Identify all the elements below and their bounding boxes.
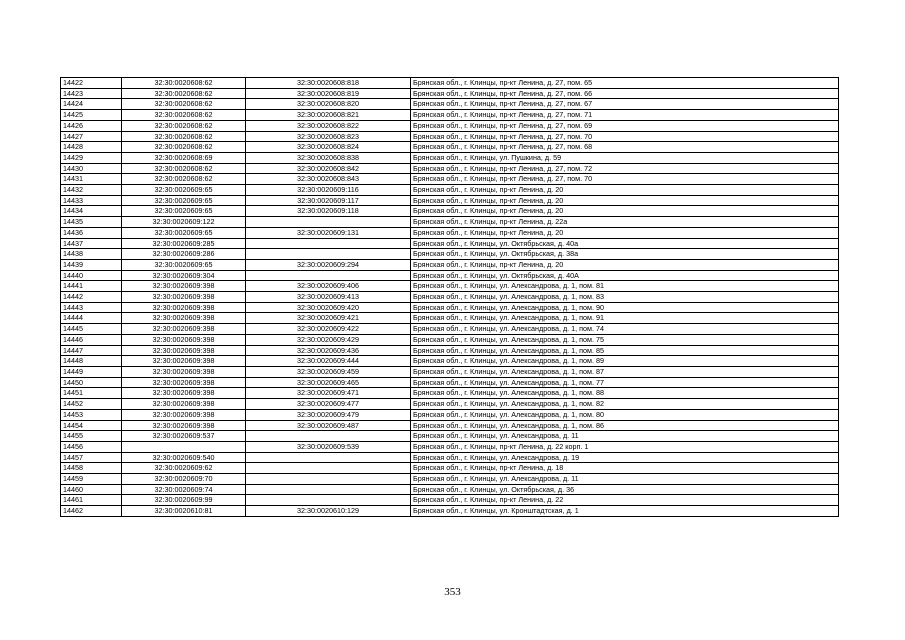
parcel-cadastral-number-cell: 32:30:0020609:286 (122, 249, 246, 260)
parcel-cadastral-number-cell: 32:30:0020609:99 (122, 495, 246, 506)
object-cadastral-number-cell (246, 431, 411, 442)
row-number-cell: 14461 (61, 495, 122, 506)
address-cell: Брянская обл., г. Клинцы, ул. Октябрьская, д. 40а (411, 238, 839, 249)
parcel-cadastral-number-cell: 32:30:0020609:398 (122, 313, 246, 324)
parcel-cadastral-number-cell: 32:30:0020609:65 (122, 185, 246, 196)
parcel-cadastral-number-cell: 32:30:0020609:398 (122, 334, 246, 345)
row-number-cell: 14446 (61, 334, 122, 345)
table-row (61, 506, 839, 517)
page-number: 353 (444, 586, 461, 598)
object-cadastral-number-cell: 32:30:0020609:436 (246, 345, 411, 356)
address-cell: Брянская обл., г. Клинцы, ул. Александрова, д. 1, пом. 81 (411, 281, 839, 292)
row-number-cell: 14430 (61, 163, 122, 174)
address-cell: Брянская обл., г. Клинцы, ул. Александрова, д. 11 (411, 431, 839, 442)
object-cadastral-number-cell: 32:30:0020609:429 (246, 334, 411, 345)
table-row (61, 377, 839, 388)
object-cadastral-number-cell: 32:30:0020609:459 (246, 366, 411, 377)
object-cadastral-number-cell: 32:30:0020609:479 (246, 409, 411, 420)
row-number-cell: 14449 (61, 366, 122, 377)
row-number-cell: 14460 (61, 484, 122, 495)
object-cadastral-number-cell (246, 270, 411, 281)
address-cell: Брянская обл., г. Клинцы, ул. Александрова, д. 1, пом. 91 (411, 313, 839, 324)
parcel-cadastral-number-cell: 32:30:0020609:540 (122, 452, 246, 463)
object-cadastral-number-cell: 32:30:0020608:842 (246, 163, 411, 174)
object-cadastral-number-cell (246, 463, 411, 474)
row-number-cell: 14443 (61, 302, 122, 313)
parcel-cadastral-number-cell: 32:30:0020609:398 (122, 388, 246, 399)
parcel-cadastral-number-cell: 32:30:0020609:398 (122, 345, 246, 356)
table-row (61, 324, 839, 335)
parcel-cadastral-number-cell: 32:30:0020609:398 (122, 377, 246, 388)
object-cadastral-number-cell: 32:30:0020609:413 (246, 292, 411, 303)
row-number-cell: 14431 (61, 174, 122, 185)
table-row (61, 120, 839, 131)
object-cadastral-number-cell (246, 217, 411, 228)
address-cell: Брянская обл., г. Клинцы, пр-кт Ленина, д. 27, пом. 69 (411, 120, 839, 131)
table-row (61, 142, 839, 153)
address-cell: Брянская обл., г. Клинцы, ул. Александрова, д. 1, пом. 87 (411, 366, 839, 377)
parcel-cadastral-number-cell: 32:30:0020609:62 (122, 463, 246, 474)
table-row (61, 185, 839, 196)
parcel-cadastral-number-cell: 32:30:0020609:398 (122, 292, 246, 303)
row-number-cell: 14425 (61, 110, 122, 121)
table-row (61, 484, 839, 495)
row-number-cell: 14422 (61, 78, 122, 89)
table-row (61, 366, 839, 377)
table-row (61, 281, 839, 292)
address-cell: Брянская обл., г. Клинцы, ул. Александрова, д. 1, пом. 88 (411, 388, 839, 399)
object-cadastral-number-cell: 32:30:0020608:843 (246, 174, 411, 185)
row-number-cell: 14454 (61, 420, 122, 431)
object-cadastral-number-cell: 32:30:0020608:824 (246, 142, 411, 153)
address-cell: Брянская обл., г. Клинцы, пр-кт Ленина, д. 22а (411, 217, 839, 228)
parcel-cadastral-number-cell: 32:30:0020609:398 (122, 420, 246, 431)
table-row (61, 409, 839, 420)
table-row (61, 152, 839, 163)
parcel-cadastral-number-cell: 32:30:0020610:81 (122, 506, 246, 517)
object-cadastral-number-cell: 32:30:0020608:819 (246, 88, 411, 99)
table-row (61, 474, 839, 485)
row-number-cell: 14440 (61, 270, 122, 281)
table-row (61, 431, 839, 442)
row-number-cell: 14447 (61, 345, 122, 356)
object-cadastral-number-cell (246, 249, 411, 260)
table-row (61, 345, 839, 356)
parcel-cadastral-number-cell: 32:30:0020609:398 (122, 281, 246, 292)
address-cell: Брянская обл., г. Клинцы, ул. Александрова, д. 1, пом. 85 (411, 345, 839, 356)
parcel-cadastral-number-cell: 32:30:0020609:70 (122, 474, 246, 485)
address-cell: Брянская обл., г. Клинцы, ул. Александрова, д. 1, пом. 86 (411, 420, 839, 431)
parcel-cadastral-number-cell: 32:30:0020609:398 (122, 324, 246, 335)
row-number-cell: 14432 (61, 185, 122, 196)
address-cell: Брянская обл., г. Клинцы, ул. Октябрьская, д. 40А (411, 270, 839, 281)
address-cell: Брянская обл., г. Клинцы, ул. Александрова, д. 1, пом. 77 (411, 377, 839, 388)
table-row (61, 217, 839, 228)
parcel-cadastral-number-cell: 32:30:0020609:285 (122, 238, 246, 249)
object-cadastral-number-cell: 32:30:0020610:129 (246, 506, 411, 517)
row-number-cell: 14456 (61, 441, 122, 452)
object-cadastral-number-cell: 32:30:0020609:116 (246, 185, 411, 196)
parcel-cadastral-number-cell: 32:30:0020609:398 (122, 356, 246, 367)
row-number-cell: 14435 (61, 217, 122, 228)
parcel-cadastral-number-cell: 32:30:0020609:398 (122, 399, 246, 410)
row-number-cell: 14436 (61, 227, 122, 238)
address-cell: Брянская обл., г. Клинцы, ул. Александрова, д. 1, пом. 75 (411, 334, 839, 345)
parcel-cadastral-number-cell: 32:30:0020609:398 (122, 409, 246, 420)
table-row (61, 270, 839, 281)
row-number-cell: 14424 (61, 99, 122, 110)
table-row (61, 78, 839, 89)
object-cadastral-number-cell: 32:30:0020609:471 (246, 388, 411, 399)
parcel-cadastral-number-cell: 32:30:0020609:65 (122, 206, 246, 217)
address-cell: Брянская обл., г. Клинцы, ул. Александрова, д. 19 (411, 452, 839, 463)
object-cadastral-number-cell: 32:30:0020608:818 (246, 78, 411, 89)
table-row (61, 195, 839, 206)
table-row (61, 88, 839, 99)
registry-table (60, 77, 839, 517)
row-number-cell: 14423 (61, 88, 122, 99)
parcel-cadastral-number-cell: 32:30:0020608:69 (122, 152, 246, 163)
parcel-cadastral-number-cell: 32:30:0020608:62 (122, 99, 246, 110)
object-cadastral-number-cell: 32:30:0020608:838 (246, 152, 411, 163)
address-cell: Брянская обл., г. Клинцы, пр-кт Ленина, д. 20 (411, 259, 839, 270)
object-cadastral-number-cell: 32:30:0020609:444 (246, 356, 411, 367)
address-cell: Брянская обл., г. Клинцы, ул. Александрова, д. 1, пом. 90 (411, 302, 839, 313)
row-number-cell: 14426 (61, 120, 122, 131)
parcel-cadastral-number-cell: 32:30:0020609:304 (122, 270, 246, 281)
table-row (61, 420, 839, 431)
object-cadastral-number-cell: 32:30:0020608:823 (246, 131, 411, 142)
object-cadastral-number-cell: 32:30:0020609:406 (246, 281, 411, 292)
address-cell: Брянская обл., г. Клинцы, ул. Александрова, д. 1, пом. 83 (411, 292, 839, 303)
row-number-cell: 14459 (61, 474, 122, 485)
table-row (61, 388, 839, 399)
table-row (61, 227, 839, 238)
object-cadastral-number-cell: 32:30:0020609:117 (246, 195, 411, 206)
object-cadastral-number-cell (246, 495, 411, 506)
row-number-cell: 14452 (61, 399, 122, 410)
table-row (61, 452, 839, 463)
row-number-cell: 14445 (61, 324, 122, 335)
row-number-cell: 14438 (61, 249, 122, 260)
table-row (61, 441, 839, 452)
table-row (61, 249, 839, 260)
parcel-cadastral-number-cell: 32:30:0020608:62 (122, 131, 246, 142)
address-cell: Брянская обл., г. Клинцы, ул. Александрова, д. 1, пом. 80 (411, 409, 839, 420)
row-number-cell: 14437 (61, 238, 122, 249)
table-row (61, 302, 839, 313)
address-cell: Брянская обл., г. Клинцы, ул. Кронштадтская, д. 1 (411, 506, 839, 517)
object-cadastral-number-cell: 32:30:0020609:131 (246, 227, 411, 238)
parcel-cadastral-number-cell: 32:30:0020608:62 (122, 142, 246, 153)
table-row (61, 463, 839, 474)
object-cadastral-number-cell: 32:30:0020609:294 (246, 259, 411, 270)
address-cell: Брянская обл., г. Клинцы, пр-кт Ленина, д. 27, пом. 65 (411, 78, 839, 89)
object-cadastral-number-cell (246, 238, 411, 249)
object-cadastral-number-cell (246, 452, 411, 463)
parcel-cadastral-number-cell: 32:30:0020609:398 (122, 302, 246, 313)
object-cadastral-number-cell: 32:30:0020608:820 (246, 99, 411, 110)
address-cell: Брянская обл., г. Клинцы, ул. Октябрьская, д. 38а (411, 249, 839, 260)
table-row (61, 259, 839, 270)
address-cell: Брянская обл., г. Клинцы, ул. Пушкина, д. 59 (411, 152, 839, 163)
row-number-cell: 14429 (61, 152, 122, 163)
parcel-cadastral-number-cell: 32:30:0020608:62 (122, 120, 246, 131)
table-row (61, 99, 839, 110)
table-row (61, 495, 839, 506)
row-number-cell: 14448 (61, 356, 122, 367)
parcel-cadastral-number-cell: 32:30:0020608:62 (122, 78, 246, 89)
row-number-cell: 14450 (61, 377, 122, 388)
parcel-cadastral-number-cell: 32:30:0020609:65 (122, 195, 246, 206)
row-number-cell: 14455 (61, 431, 122, 442)
address-cell: Брянская обл., г. Клинцы, ул. Александрова, д. 1, пом. 82 (411, 399, 839, 410)
address-cell: Брянская обл., г. Клинцы, пр-кт Ленина, д. 27, пом. 67 (411, 99, 839, 110)
parcel-cadastral-number-cell: 32:30:0020609:65 (122, 227, 246, 238)
object-cadastral-number-cell: 32:30:0020609:477 (246, 399, 411, 410)
table-row (61, 399, 839, 410)
parcel-cadastral-number-cell: 32:30:0020608:62 (122, 174, 246, 185)
table-row (61, 238, 839, 249)
parcel-cadastral-number-cell: 32:30:0020609:537 (122, 431, 246, 442)
table-row (61, 313, 839, 324)
parcel-cadastral-number-cell: 32:30:0020609:122 (122, 217, 246, 228)
object-cadastral-number-cell: 32:30:0020609:118 (246, 206, 411, 217)
row-number-cell: 14453 (61, 409, 122, 420)
row-number-cell: 14439 (61, 259, 122, 270)
row-number-cell: 14457 (61, 452, 122, 463)
table-row (61, 131, 839, 142)
object-cadastral-number-cell: 32:30:0020609:421 (246, 313, 411, 324)
address-cell: Брянская обл., г. Клинцы, пр-кт Ленина, д. 27, пом. 72 (411, 163, 839, 174)
parcel-cadastral-number-cell: 32:30:0020608:62 (122, 163, 246, 174)
object-cadastral-number-cell: 32:30:0020609:422 (246, 324, 411, 335)
table-row (61, 174, 839, 185)
object-cadastral-number-cell (246, 484, 411, 495)
address-cell: Брянская обл., г. Клинцы, ул. Октябрьская, д. 36 (411, 484, 839, 495)
address-cell: Брянская обл., г. Клинцы, пр-кт Ленина, д. 27, пом. 70 (411, 131, 839, 142)
table-row (61, 334, 839, 345)
row-number-cell: 14441 (61, 281, 122, 292)
address-cell: Брянская обл., г. Клинцы, пр-кт Ленина, д. 22 корп. 1 (411, 441, 839, 452)
address-cell: Брянская обл., г. Клинцы, пр-кт Ленина, д. 22 (411, 495, 839, 506)
address-cell: Брянская обл., г. Клинцы, пр-кт Ленина, д. 20 (411, 206, 839, 217)
address-cell: Брянская обл., г. Клинцы, ул. Александрова, д. 1, пом. 89 (411, 356, 839, 367)
row-number-cell: 14444 (61, 313, 122, 324)
address-cell: Брянская обл., г. Клинцы, пр-кт Ленина, д. 20 (411, 185, 839, 196)
object-cadastral-number-cell: 32:30:0020609:420 (246, 302, 411, 313)
address-cell: Брянская обл., г. Клинцы, ул. Александрова, д. 1, пом. 74 (411, 324, 839, 335)
address-cell: Брянская обл., г. Клинцы, пр-кт Ленина, д. 27, пом. 70 (411, 174, 839, 185)
parcel-cadastral-number-cell: 32:30:0020608:62 (122, 88, 246, 99)
parcel-cadastral-number-cell: 32:30:0020609:74 (122, 484, 246, 495)
object-cadastral-number-cell: 32:30:0020609:487 (246, 420, 411, 431)
address-cell: Брянская обл., г. Клинцы, пр-кт Ленина, д. 18 (411, 463, 839, 474)
table-row (61, 110, 839, 121)
object-cadastral-number-cell: 32:30:0020609:465 (246, 377, 411, 388)
row-number-cell: 14434 (61, 206, 122, 217)
parcel-cadastral-number-cell: 32:30:0020608:62 (122, 110, 246, 121)
parcel-cadastral-number-cell: 32:30:0020609:65 (122, 259, 246, 270)
object-cadastral-number-cell: 32:30:0020608:821 (246, 110, 411, 121)
address-cell: Брянская обл., г. Клинцы, пр-кт Ленина, д. 20 (411, 227, 839, 238)
object-cadastral-number-cell (246, 474, 411, 485)
object-cadastral-number-cell: 32:30:0020608:822 (246, 120, 411, 131)
address-cell: Брянская обл., г. Клинцы, ул. Александрова, д. 11 (411, 474, 839, 485)
row-number-cell: 14433 (61, 195, 122, 206)
table-row (61, 356, 839, 367)
address-cell: Брянская обл., г. Клинцы, пр-кт Ленина, д. 20 (411, 195, 839, 206)
row-number-cell: 14428 (61, 142, 122, 153)
row-number-cell: 14451 (61, 388, 122, 399)
parcel-cadastral-number-cell: 32:30:0020609:398 (122, 366, 246, 377)
address-cell: Брянская обл., г. Клинцы, пр-кт Ленина, д. 27, пом. 66 (411, 88, 839, 99)
table-row (61, 206, 839, 217)
table-row (61, 163, 839, 174)
row-number-cell: 14427 (61, 131, 122, 142)
registry-table-body (61, 78, 839, 517)
row-number-cell: 14458 (61, 463, 122, 474)
address-cell: Брянская обл., г. Клинцы, пр-кт Ленина, д. 27, пом. 71 (411, 110, 839, 121)
table-row (61, 292, 839, 303)
address-cell: Брянская обл., г. Клинцы, пр-кт Ленина, д. 27, пом. 68 (411, 142, 839, 153)
row-number-cell: 14442 (61, 292, 122, 303)
row-number-cell: 14462 (61, 506, 122, 517)
parcel-cadastral-number-cell (122, 441, 246, 452)
object-cadastral-number-cell: 32:30:0020609:539 (246, 441, 411, 452)
